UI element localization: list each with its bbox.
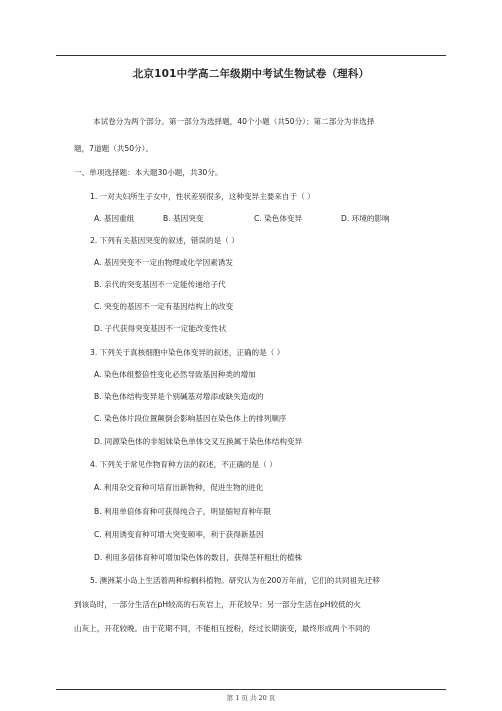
q2-option-b: B. 亲代的突变基因不一定能传递给子代 xyxy=(94,280,226,289)
q2-option-c: C. 突变的基因不一定有基因结构上的改变 xyxy=(94,302,234,311)
intro-line-1: 本试卷分为两个部分。第一部分为选择题，40个小题（共50分）；第二部分为非选择 xyxy=(93,117,375,126)
q1-option-b: B. 基因突变 xyxy=(163,214,204,223)
q4-option-c: C. 利用诱变育种可增大突变频率，利于获得新基因 xyxy=(94,530,264,539)
q4-option-a: A. 利用杂交育种可培育出新物种，促进生物的进化 xyxy=(94,483,264,492)
section-heading: 一、单项选择题：本大题30小题，共30分。 xyxy=(74,168,223,177)
page-footer: 第 1 页 共 20 页 xyxy=(226,694,276,702)
header-rule xyxy=(56,55,446,56)
q3-option-c: C. 染色体片段位置颠倒会影响基因在染色体上的排列顺序 xyxy=(94,414,287,423)
q1-option-a: A. 基因重组 xyxy=(94,214,135,223)
q3-option-b: B. 染色体结构变异是个别碱基对增添或缺失造成的 xyxy=(94,392,264,401)
footer-rule xyxy=(56,689,446,690)
question-4: 4. 下列关于常见作物育种方法的叙述，不正确的是（ ） xyxy=(90,460,277,469)
page-title: 北京101中学高二年级期中考试生物试卷（理科） xyxy=(132,68,370,80)
q4-option-d: D. 利用多倍体育种可增加染色体的数目，获得茎秆粗壮的植株 xyxy=(94,553,303,562)
intro-line-2: 题，7道题（共50分）。 xyxy=(74,144,154,153)
q4-option-b: B. 利用单倍体育种可获得纯合子，明显缩短育种年限 xyxy=(94,507,272,516)
question-5-line-2: 到该岛时，一部分生活在pH较高的石灰岩上，开花较早；另一部分生活在pH较低的火 xyxy=(74,600,361,609)
q2-option-a: A. 基因突变不一定由物理或化学因素诱发 xyxy=(94,258,233,267)
question-5-line-1: 5. 澳洲某小岛上生活着两种棕榈科植物。研究认为在200万年前，它们的共同祖先迁移 xyxy=(90,576,380,585)
q3-option-d: D. 同源染色体的非姐妹染色单体交叉互换属于染色体结构变异 xyxy=(94,437,303,446)
q3-option-a: A. 染色体组整倍性变化必然导致基因种类的增加 xyxy=(94,370,256,379)
question-5-line-3: 山灰上，开花较晚。由于花期不同，不能相互授粉，经过长期演变，最终形成两个不同的 xyxy=(74,624,371,633)
question-3: 3. 下列关于真核细胞中染色体变异的叙述，正确的是（ ） xyxy=(90,348,285,357)
question-2: 2. 下列有关基因突变的叙述，错误的是（ ） xyxy=(90,236,239,245)
q1-option-d: D. 环境的影响 xyxy=(341,214,390,223)
q1-option-c: C. 染色体变异 xyxy=(254,214,303,223)
q2-option-d: D. 子代获得突变基因不一定能改变性状 xyxy=(94,324,227,333)
question-1: 1. 一对夫妇所生子女中，性状差别很多，这种变异主要来自于（ ） xyxy=(90,192,315,201)
